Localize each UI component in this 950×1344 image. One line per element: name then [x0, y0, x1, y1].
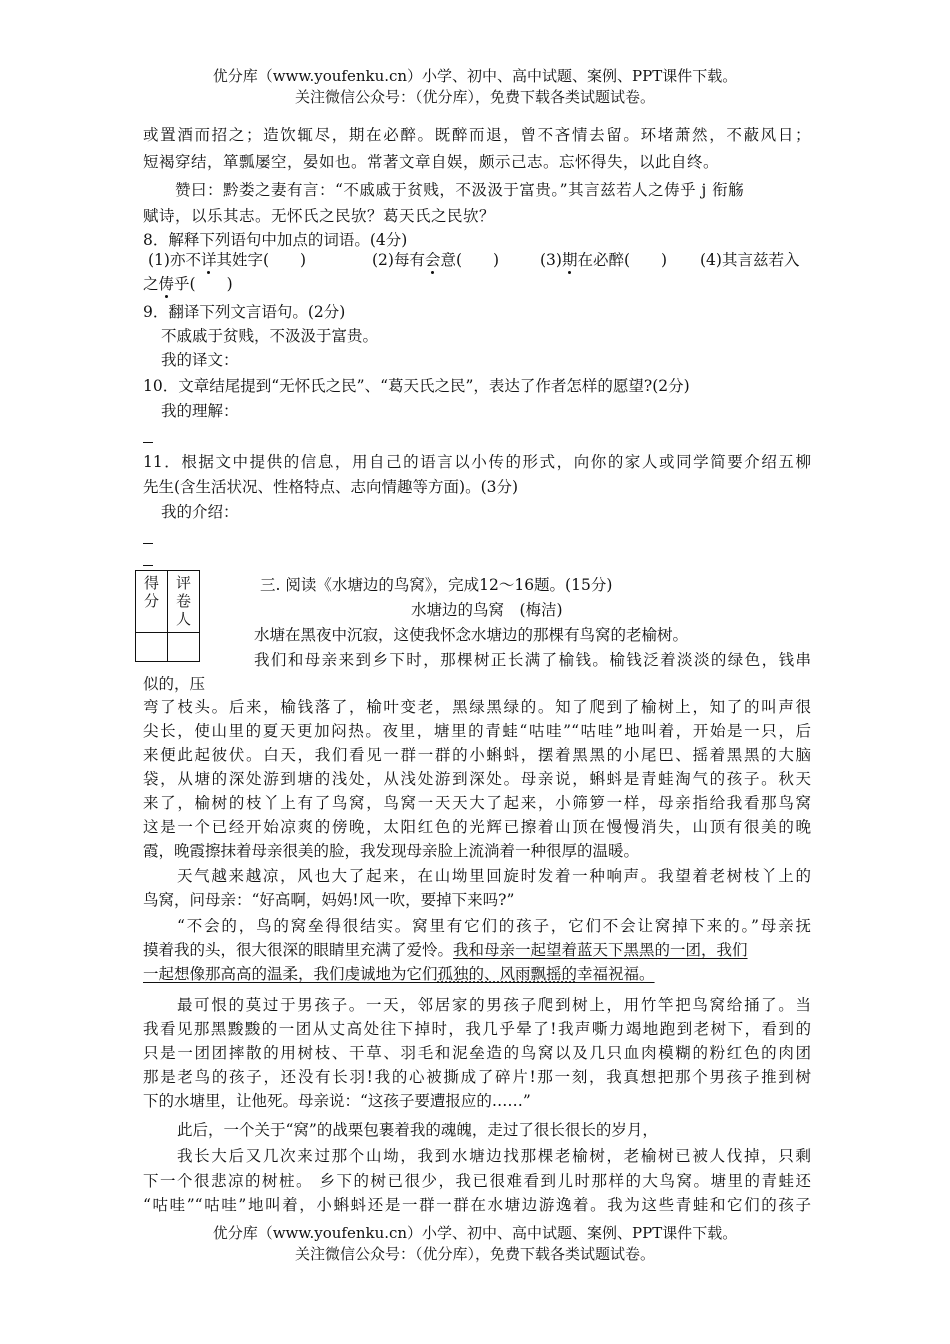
article-line: 来便此起彼伏。白天，我们看见一群一群的小蝌蚪，摆着黑黑的小尾巴、摇着黑黑的大脑	[143, 746, 811, 764]
article-line: 我长大后又几次来过那个山坳，我到水塘边找那棵老榆树，老榆树已被人伐掉，只剩	[177, 1147, 811, 1165]
article-line: 那是老鸟的孩子，还没有长羽!我的心被撕成了碎片!那一刻，我真想把那个男孩子推到树	[143, 1068, 811, 1086]
score-input-cell[interactable]	[136, 633, 168, 662]
article-paragraph: 我们和母亲来到乡下时，那棵树正长满了榆钱。榆钱泛着淡淡的绿色，钱串	[254, 651, 811, 669]
passage-line: 或置酒而招之；造饮辄尽，期在必醉。既醉而退，曾不吝情去留。环堵萧然，不蔽风日；	[143, 126, 811, 144]
article-line: “不会的，鸟的窝垒得很结实。窝里有它们的孩子，它们不会让窝掉下来的。”母亲抚	[177, 917, 811, 935]
underlined-sentence: 一起想像那高高的温柔，我们虔诚地为它们	[143, 965, 438, 983]
question-11-line: 先生(含生活状况、性格特点、志向情趣等方面)。(3分)	[143, 478, 519, 496]
article-line: 鸟窝，问母亲：“好高啊，妈妈!风一吹，要掉下来吗?”	[143, 891, 515, 909]
article-line: 下的水塘里，让他死。母亲说：“这孩子要遭报应的……”	[143, 1092, 531, 1110]
passage-line: 赋诗，以乐其志。无怀氏之民欤？葛天氏之民欤？	[143, 207, 496, 225]
question-10-title: 10．文章结尾提到“无怀氏之民”、“葛天氏之民”，表达了作者怎样的愿望?(2分)	[143, 377, 690, 395]
question-8-item-4: (4)其言兹若入	[700, 251, 800, 269]
underlined-sentence: 幸福祝福。	[577, 965, 655, 983]
article-line: 只是一团团摔散的用树枝、干草、羽毛和泥垒造的鸟窝以及几只血肉模糊的粉红色的肉团	[143, 1044, 811, 1062]
article-line	[143, 962, 655, 986]
question-9-answer-label: 我的译文：	[161, 351, 239, 369]
article-line: 最可恨的莫过于男孩子。一天，邻居家的男孩子爬到树上，用竹竿把鸟窝给捅了。当	[177, 996, 811, 1014]
grader-char: 评	[175, 574, 191, 592]
answer-blank-line	[143, 543, 153, 544]
text-segment: 摸着我的头，很大很深的眼睛里充满了爱怜。	[143, 941, 454, 959]
dotted-word: 详	[200, 251, 217, 269]
text-segment: (1)亦不	[148, 251, 201, 269]
score-char: 分	[143, 592, 159, 610]
answer-blank-line	[143, 442, 153, 443]
passage-line: 短褐穿结，箪瓢屡空，晏如也。常著文章自娱，颇示己志。忘怀得失，以此自终。	[143, 153, 720, 171]
question-8-item-4-cont	[143, 272, 233, 296]
dotted-word: 期	[561, 251, 578, 269]
question-9-title: 9．翻译下列文言语句。(2分)	[143, 303, 346, 321]
score-box	[135, 570, 200, 662]
underlined-sentence: 我和母亲一起望着蓝天下黑黑的一团，我们	[453, 941, 748, 959]
text-segment: 乎( )	[174, 275, 233, 293]
header-line-1: 优分库（www.youfenku.cn）小学、初中、高中试题、案例、PPT课件下载。	[212, 67, 738, 85]
text-segment: 其姓字( )	[216, 251, 307, 269]
answer-blank-line	[143, 565, 153, 566]
article-line: 我看见那黑黢黢的一团从丈高处往下掉时，我几乎晕了!我声嘶力竭地跑到老树下，看到的	[143, 1020, 811, 1038]
grader-input-cell[interactable]	[168, 633, 200, 662]
dotted-phrase	[438, 965, 578, 983]
article-line: 似的，压	[143, 675, 206, 693]
article-paragraph: 水塘在黑夜中沉寂，这使我怀念水塘边的那棵有鸟窝的老榆树。	[254, 626, 689, 644]
dotted-word: 会	[424, 251, 441, 269]
footer-line-2: 关注微信公众号：（优分库），免费下载各类试题试卷。	[294, 1245, 655, 1263]
question-9-sentence: 不戚戚于贫贱，不汲汲于富贵。	[161, 327, 379, 345]
article-title: 水塘边的鸟窝 (梅洁)	[411, 601, 563, 619]
section-3-title: 三. 阅读《水塘边的鸟窝》，完成12～16题。(15分)	[260, 576, 613, 594]
score-label-cell	[136, 571, 168, 633]
article-line: 弯了枝头。后来，榆钱落了，榆叶变老，黑绿黑绿的。知了爬到了榆树上，知了的叫声很	[143, 698, 811, 716]
header-line-2: 关注微信公众号：（优分库），免费下载各类试题试卷。	[294, 88, 655, 106]
question-10-answer-label: 我的理解：	[161, 402, 239, 420]
question-8-item-3	[540, 248, 667, 272]
question-11-answer-label: 我的介绍：	[161, 503, 239, 521]
question-11-line: 11．根据文中提供的信息，用自己的语言以小传的形式，向你的家人或同学简要介绍五柳	[143, 453, 811, 471]
article-line: 来了，榆树的枝丫上有了鸟窝，鸟窝一天天大了起来，小筛箩一样，母亲指给我看那鸟窝	[143, 794, 811, 812]
article-line: 此后，一个关于“窝”的战栗包裹着我的魂魄，走过了很长很长的岁月，	[177, 1121, 658, 1139]
passage-line: 赞曰：黔娄之妻有言：“不戚戚于贫贱，不汲汲于富贵。”其言兹若人之俦乎 j 衔觞	[175, 181, 745, 199]
article-line: 袋，从塘的深处游到塘的浅处，从浅处游到深处。母亲说，蝌蚪是青蛙淘气的孩子。秋天	[143, 770, 811, 788]
text-segment: 意( )	[440, 251, 500, 269]
score-char: 得	[143, 574, 159, 592]
question-8-item-2	[372, 248, 499, 272]
text-segment: (3)	[540, 251, 562, 269]
footer-line-1: 优分库（www.youfenku.cn）小学、初中、高中试题、案例、PPT课件下载。	[212, 1224, 738, 1242]
article-line: 霞，晚霞擦抹着母亲很美的脸，我发现母亲脸上流淌着一种很厚的温暖。	[143, 842, 640, 860]
question-8-title: 8．解释下列语句中加点的词语。(4分)	[143, 231, 408, 249]
text-segment: (2)每有	[372, 251, 425, 269]
article-line: “咕哇”“咕哇”地叫着，小蝌蚪还是一群一群在水塘边游逸着。我为这些青蛙和它们的孩子	[143, 1196, 811, 1214]
question-8-item-1	[148, 248, 306, 272]
article-line: 尖长，使山里的夏天更加闷热。夜里，塘里的青蛙“咕哇”“咕哇”地叫着，开始是一只，后	[143, 722, 811, 740]
text-segment: 之	[143, 275, 159, 293]
article-line: 这是一个已经开始凉爽的傍晚，太阳红色的光辉已擦着山顶在慢慢消失，山顶有很美的晚	[143, 818, 811, 836]
article-line: 下一个很悲凉的树桩。 乡下的树已很少，我已很难看到儿时那样的大鸟窝。塘里的青蛙还	[143, 1172, 811, 1190]
dotted-text: 孤独的、风雨飘摇的	[437, 965, 578, 983]
article-line: 天气越来越凉，风也大了起来，在山坳里回旋时发着一种响声。我望着老树枝丫上的	[177, 867, 811, 885]
grader-char: 人	[175, 610, 191, 628]
grader-label-cell	[168, 571, 200, 633]
article-line	[143, 938, 748, 962]
text-segment: 在必醉( )	[577, 251, 668, 269]
grader-char: 卷	[175, 592, 191, 610]
dotted-word: 俦	[158, 275, 175, 293]
